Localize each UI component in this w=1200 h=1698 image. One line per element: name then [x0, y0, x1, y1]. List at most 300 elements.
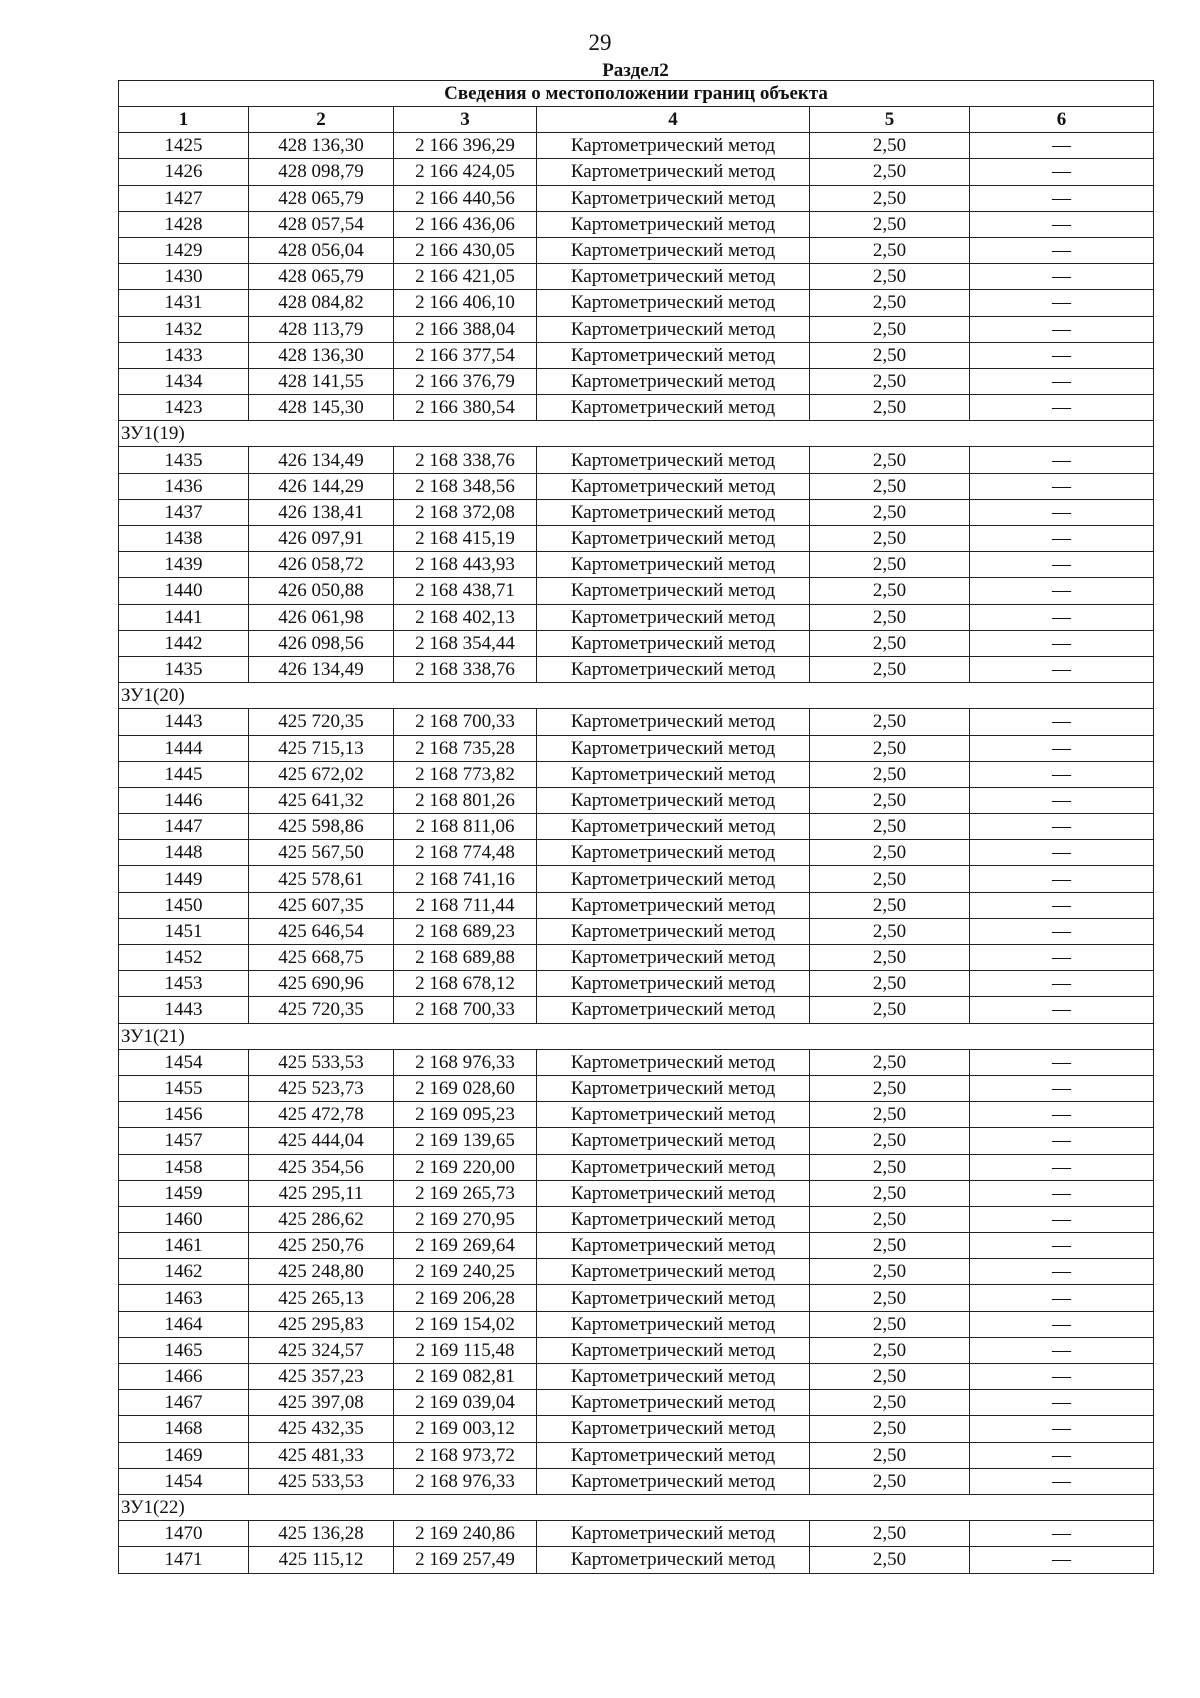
accuracy-cell: 2,50: [810, 342, 970, 368]
method-cell: Картометрический метод: [537, 368, 810, 394]
coordinate-y-cell: 2 168 973,72: [394, 1442, 537, 1468]
section-title: Раздел2: [602, 60, 669, 81]
coordinate-x-cell: 425 248,80: [249, 1259, 394, 1285]
coordinate-x-cell: 428 084,82: [249, 290, 394, 316]
table-body: [119, 133, 1154, 1573]
coordinate-x-cell: 425 567,50: [249, 840, 394, 866]
table-header-row: [119, 107, 1154, 133]
description-cell: —: [970, 787, 1154, 813]
coordinate-x-cell: 425 668,75: [249, 945, 394, 971]
coordinate-x-cell: 426 138,41: [249, 499, 394, 525]
table-row: [119, 1128, 1154, 1154]
coordinate-x-cell: 425 533,53: [249, 1468, 394, 1494]
point-number-cell: 1453: [119, 971, 249, 997]
coordinate-y-cell: 2 169 039,04: [394, 1390, 537, 1416]
description-cell: —: [970, 552, 1154, 578]
coordinate-y-cell: 2 168 700,33: [394, 709, 537, 735]
coordinate-y-cell: 2 168 700,33: [394, 997, 537, 1023]
table-row: [119, 709, 1154, 735]
group-label: ЗУ1(19): [119, 421, 1154, 447]
accuracy-cell: 2,50: [810, 264, 970, 290]
method-cell: Картометрический метод: [537, 1521, 810, 1547]
method-cell: Картометрический метод: [537, 997, 810, 1023]
coordinate-y-cell: 2 169 082,81: [394, 1364, 537, 1390]
coordinate-x-cell: 425 265,13: [249, 1285, 394, 1311]
accuracy-cell: 2,50: [810, 814, 970, 840]
coordinate-x-cell: 426 134,49: [249, 447, 394, 473]
coordinate-y-cell: 2 169 257,49: [394, 1547, 537, 1573]
accuracy-cell: 2,50: [810, 1233, 970, 1259]
accuracy-cell: 2,50: [810, 1154, 970, 1180]
table-row: [119, 1154, 1154, 1180]
method-cell: Картометрический метод: [537, 1311, 810, 1337]
coordinate-x-cell: 426 050,88: [249, 578, 394, 604]
coordinate-y-cell: 2 168 735,28: [394, 735, 537, 761]
accuracy-cell: 2,50: [810, 473, 970, 499]
accuracy-cell: 2,50: [810, 840, 970, 866]
coordinate-x-cell: 425 607,35: [249, 892, 394, 918]
column-header: 4: [537, 107, 810, 133]
method-cell: Картометрический метод: [537, 552, 810, 578]
coordinate-y-cell: 2 168 976,33: [394, 1468, 537, 1494]
table-row: [119, 997, 1154, 1023]
coordinate-y-cell: 2 169 139,65: [394, 1128, 537, 1154]
accuracy-cell: 2,50: [810, 761, 970, 787]
point-number-cell: 1462: [119, 1259, 249, 1285]
coordinate-y-cell: 2 166 396,29: [394, 133, 537, 159]
accuracy-cell: 2,50: [810, 1075, 970, 1101]
table-row: [119, 971, 1154, 997]
column-header: 6: [970, 107, 1154, 133]
table-row: [119, 526, 1154, 552]
coordinate-y-cell: 2 168 811,06: [394, 814, 537, 840]
coordinate-x-cell: 425 444,04: [249, 1128, 394, 1154]
point-number-cell: 1440: [119, 578, 249, 604]
coordinate-x-cell: 425 720,35: [249, 997, 394, 1023]
point-number-cell: 1451: [119, 918, 249, 944]
method-cell: Картометрический метод: [537, 1390, 810, 1416]
description-cell: —: [970, 1442, 1154, 1468]
coordinate-y-cell: 2 166 436,06: [394, 211, 537, 237]
method-cell: Картометрический метод: [537, 1154, 810, 1180]
coordinate-y-cell: 2 169 269,64: [394, 1233, 537, 1259]
coordinate-y-cell: 2 166 440,56: [394, 185, 537, 211]
table-row: [119, 892, 1154, 918]
coordinate-y-cell: 2 168 338,76: [394, 447, 537, 473]
coordinate-y-cell: 2 169 240,86: [394, 1521, 537, 1547]
point-number-cell: 1466: [119, 1364, 249, 1390]
method-cell: Картометрический метод: [537, 447, 810, 473]
description-cell: —: [970, 918, 1154, 944]
coordinate-x-cell: 425 715,13: [249, 735, 394, 761]
accuracy-cell: 2,50: [810, 1259, 970, 1285]
accuracy-cell: 2,50: [810, 526, 970, 552]
coordinate-x-cell: 425 286,62: [249, 1206, 394, 1232]
description-cell: —: [970, 185, 1154, 211]
description-cell: —: [970, 211, 1154, 237]
coordinate-x-cell: 425 578,61: [249, 866, 394, 892]
table-row: [119, 866, 1154, 892]
table-row: [119, 473, 1154, 499]
method-cell: Картометрический метод: [537, 656, 810, 682]
table-row: [119, 1206, 1154, 1232]
point-number-cell: 1427: [119, 185, 249, 211]
group-row: [119, 1494, 1154, 1520]
accuracy-cell: 2,50: [810, 997, 970, 1023]
method-cell: Картометрический метод: [537, 1206, 810, 1232]
coordinate-y-cell: 2 169 003,12: [394, 1416, 537, 1442]
point-number-cell: 1432: [119, 316, 249, 342]
method-cell: Картометрический метод: [537, 971, 810, 997]
accuracy-cell: 2,50: [810, 1390, 970, 1416]
table-row: [119, 761, 1154, 787]
point-number-cell: 1455: [119, 1075, 249, 1101]
point-number-cell: 1439: [119, 552, 249, 578]
table-row: [119, 604, 1154, 630]
point-number-cell: 1446: [119, 787, 249, 813]
coordinate-y-cell: 2 168 741,16: [394, 866, 537, 892]
description-cell: —: [970, 892, 1154, 918]
group-row: [119, 421, 1154, 447]
method-cell: Картометрический метод: [537, 1128, 810, 1154]
method-cell: Картометрический метод: [537, 945, 810, 971]
table-row: [119, 159, 1154, 185]
point-number-cell: 1463: [119, 1285, 249, 1311]
point-number-cell: 1449: [119, 866, 249, 892]
accuracy-cell: 2,50: [810, 1180, 970, 1206]
coordinate-y-cell: 2 168 402,13: [394, 604, 537, 630]
coordinate-y-cell: 2 169 095,23: [394, 1102, 537, 1128]
accuracy-cell: 2,50: [810, 1547, 970, 1573]
coordinate-x-cell: 426 061,98: [249, 604, 394, 630]
description-cell: —: [970, 997, 1154, 1023]
coordinate-y-cell: 2 168 689,88: [394, 945, 537, 971]
coordinate-x-cell: 425 324,57: [249, 1337, 394, 1363]
accuracy-cell: 2,50: [810, 604, 970, 630]
table-row: [119, 133, 1154, 159]
point-number-cell: 1454: [119, 1049, 249, 1075]
table-row: [119, 1259, 1154, 1285]
accuracy-cell: 2,50: [810, 447, 970, 473]
table-row: [119, 1547, 1154, 1573]
method-cell: Картометрический метод: [537, 578, 810, 604]
method-cell: Картометрический метод: [537, 1075, 810, 1101]
description-cell: —: [970, 1547, 1154, 1573]
point-number-cell: 1467: [119, 1390, 249, 1416]
coordinate-x-cell: 428 145,30: [249, 395, 394, 421]
coordinate-x-cell: 428 136,30: [249, 133, 394, 159]
coordinate-x-cell: 425 646,54: [249, 918, 394, 944]
description-cell: —: [970, 656, 1154, 682]
table-caption-row: [119, 81, 1154, 107]
coordinate-x-cell: 428 136,30: [249, 342, 394, 368]
table-row: [119, 1285, 1154, 1311]
table-row: [119, 945, 1154, 971]
point-number-cell: 1444: [119, 735, 249, 761]
point-number-cell: 1447: [119, 814, 249, 840]
table-row: [119, 1442, 1154, 1468]
point-number-cell: 1435: [119, 447, 249, 473]
accuracy-cell: 2,50: [810, 290, 970, 316]
coordinate-x-cell: 426 144,29: [249, 473, 394, 499]
coordinate-x-cell: 428 065,79: [249, 264, 394, 290]
method-cell: Картометрический метод: [537, 604, 810, 630]
point-number-cell: 1469: [119, 1442, 249, 1468]
description-cell: —: [970, 447, 1154, 473]
table-row: [119, 787, 1154, 813]
description-cell: —: [970, 945, 1154, 971]
coordinate-y-cell: 2 169 240,25: [394, 1259, 537, 1285]
description-cell: —: [970, 1285, 1154, 1311]
coordinate-x-cell: 425 481,33: [249, 1442, 394, 1468]
method-cell: Картометрический метод: [537, 342, 810, 368]
accuracy-cell: 2,50: [810, 1416, 970, 1442]
point-number-cell: 1445: [119, 761, 249, 787]
coordinate-y-cell: 2 166 376,79: [394, 368, 537, 394]
accuracy-cell: 2,50: [810, 133, 970, 159]
column-header: 3: [394, 107, 537, 133]
point-number-cell: 1464: [119, 1311, 249, 1337]
method-cell: Картометрический метод: [537, 1180, 810, 1206]
description-cell: —: [970, 342, 1154, 368]
description-cell: —: [970, 473, 1154, 499]
method-cell: Картометрический метод: [537, 1364, 810, 1390]
point-number-cell: 1426: [119, 159, 249, 185]
method-cell: Картометрический метод: [537, 395, 810, 421]
description-cell: —: [970, 709, 1154, 735]
table-row: [119, 342, 1154, 368]
page-number: 29: [588, 30, 612, 55]
coordinate-x-cell: 428 141,55: [249, 368, 394, 394]
point-number-cell: 1458: [119, 1154, 249, 1180]
table-row: [119, 185, 1154, 211]
table-row: [119, 1102, 1154, 1128]
accuracy-cell: 2,50: [810, 945, 970, 971]
method-cell: Картометрический метод: [537, 630, 810, 656]
accuracy-cell: 2,50: [810, 709, 970, 735]
description-cell: —: [970, 814, 1154, 840]
table-row: [119, 447, 1154, 473]
table-row: [119, 1468, 1154, 1494]
description-cell: —: [970, 1075, 1154, 1101]
method-cell: Картометрический метод: [537, 761, 810, 787]
table-caption: Сведения о местоположении границ объекта: [119, 81, 1154, 107]
accuracy-cell: 2,50: [810, 1337, 970, 1363]
method-cell: Картометрический метод: [537, 526, 810, 552]
accuracy-cell: 2,50: [810, 892, 970, 918]
coordinate-x-cell: 428 065,79: [249, 185, 394, 211]
accuracy-cell: 2,50: [810, 1442, 970, 1468]
table-row: [119, 840, 1154, 866]
coordinate-x-cell: 425 295,83: [249, 1311, 394, 1337]
description-cell: —: [970, 1364, 1154, 1390]
description-cell: —: [970, 735, 1154, 761]
accuracy-cell: 2,50: [810, 159, 970, 185]
table-row: [119, 211, 1154, 237]
coordinate-y-cell: 2 166 406,10: [394, 290, 537, 316]
method-cell: Картометрический метод: [537, 892, 810, 918]
coordinate-y-cell: 2 168 348,56: [394, 473, 537, 499]
coordinate-y-cell: 2 168 415,19: [394, 526, 537, 552]
accuracy-cell: 2,50: [810, 1468, 970, 1494]
point-number-cell: 1425: [119, 133, 249, 159]
method-cell: Картометрический метод: [537, 735, 810, 761]
coordinate-x-cell: 425 397,08: [249, 1390, 394, 1416]
description-cell: —: [970, 604, 1154, 630]
accuracy-cell: 2,50: [810, 578, 970, 604]
accuracy-cell: 2,50: [810, 1311, 970, 1337]
description-cell: —: [970, 499, 1154, 525]
point-number-cell: 1435: [119, 656, 249, 682]
method-cell: Картометрический метод: [537, 709, 810, 735]
table-row: [119, 264, 1154, 290]
method-cell: Картометрический метод: [537, 1337, 810, 1363]
coordinate-y-cell: 2 168 438,71: [394, 578, 537, 604]
accuracy-cell: 2,50: [810, 395, 970, 421]
coordinate-y-cell: 2 168 773,82: [394, 761, 537, 787]
accuracy-cell: 2,50: [810, 552, 970, 578]
coordinate-x-cell: 426 134,49: [249, 656, 394, 682]
description-cell: —: [970, 395, 1154, 421]
group-row: [119, 683, 1154, 709]
accuracy-cell: 2,50: [810, 1128, 970, 1154]
point-number-cell: 1434: [119, 368, 249, 394]
accuracy-cell: 2,50: [810, 630, 970, 656]
method-cell: Картометрический метод: [537, 1102, 810, 1128]
accuracy-cell: 2,50: [810, 1102, 970, 1128]
point-number-cell: 1433: [119, 342, 249, 368]
coordinate-y-cell: 2 168 774,48: [394, 840, 537, 866]
table-row: [119, 814, 1154, 840]
coordinate-y-cell: 2 169 154,02: [394, 1311, 537, 1337]
point-number-cell: 1443: [119, 709, 249, 735]
coordinate-x-cell: 425 432,35: [249, 1416, 394, 1442]
column-header: 1: [119, 107, 249, 133]
description-cell: —: [970, 264, 1154, 290]
point-number-cell: 1470: [119, 1521, 249, 1547]
description-cell: —: [970, 1102, 1154, 1128]
table-row: [119, 1180, 1154, 1206]
accuracy-cell: 2,50: [810, 211, 970, 237]
method-cell: Картометрический метод: [537, 133, 810, 159]
point-number-cell: 1430: [119, 264, 249, 290]
table-row: [119, 1416, 1154, 1442]
method-cell: Картометрический метод: [537, 1416, 810, 1442]
accuracy-cell: 2,50: [810, 368, 970, 394]
table-row: [119, 1049, 1154, 1075]
point-number-cell: 1454: [119, 1468, 249, 1494]
table-row: [119, 1521, 1154, 1547]
description-cell: —: [970, 630, 1154, 656]
accuracy-cell: 2,50: [810, 316, 970, 342]
accuracy-cell: 2,50: [810, 1049, 970, 1075]
description-cell: —: [970, 1259, 1154, 1285]
method-cell: Картометрический метод: [537, 866, 810, 892]
coordinate-y-cell: 2 169 115,48: [394, 1337, 537, 1363]
coordinate-x-cell: 425 250,76: [249, 1233, 394, 1259]
column-header: 5: [810, 107, 970, 133]
coordinate-y-cell: 2 166 430,05: [394, 237, 537, 263]
table-row: [119, 1337, 1154, 1363]
point-number-cell: 1437: [119, 499, 249, 525]
coordinate-y-cell: 2 168 689,23: [394, 918, 537, 944]
method-cell: Картометрический метод: [537, 499, 810, 525]
method-cell: Картометрический метод: [537, 787, 810, 813]
accuracy-cell: 2,50: [810, 787, 970, 813]
point-number-cell: 1456: [119, 1102, 249, 1128]
point-number-cell: 1450: [119, 892, 249, 918]
group-label: ЗУ1(21): [119, 1023, 1154, 1049]
method-cell: Картометрический метод: [537, 185, 810, 211]
coordinates-table: [118, 80, 1154, 1574]
table-row: [119, 1364, 1154, 1390]
accuracy-cell: 2,50: [810, 1285, 970, 1311]
point-number-cell: 1457: [119, 1128, 249, 1154]
accuracy-cell: 2,50: [810, 499, 970, 525]
description-cell: —: [970, 1521, 1154, 1547]
method-cell: Картометрический метод: [537, 1442, 810, 1468]
coordinate-y-cell: 2 168 338,76: [394, 656, 537, 682]
column-header: 2: [249, 107, 394, 133]
coordinate-x-cell: 425 641,32: [249, 787, 394, 813]
coordinate-y-cell: 2 166 377,54: [394, 342, 537, 368]
point-number-cell: 1465: [119, 1337, 249, 1363]
point-number-cell: 1460: [119, 1206, 249, 1232]
coordinate-y-cell: 2 168 801,26: [394, 787, 537, 813]
method-cell: Картометрический метод: [537, 316, 810, 342]
accuracy-cell: 2,50: [810, 735, 970, 761]
table-row: [119, 316, 1154, 342]
coordinate-y-cell: 2 169 270,95: [394, 1206, 537, 1232]
coordinate-y-cell: 2 168 678,12: [394, 971, 537, 997]
accuracy-cell: 2,50: [810, 1364, 970, 1390]
coordinate-x-cell: 425 720,35: [249, 709, 394, 735]
table-row: [119, 1233, 1154, 1259]
table-row: [119, 630, 1154, 656]
table-row: [119, 918, 1154, 944]
coordinate-y-cell: 2 169 028,60: [394, 1075, 537, 1101]
point-number-cell: 1429: [119, 237, 249, 263]
coordinate-y-cell: 2 169 265,73: [394, 1180, 537, 1206]
method-cell: Картометрический метод: [537, 1049, 810, 1075]
coordinate-y-cell: 2 168 443,93: [394, 552, 537, 578]
description-cell: —: [970, 971, 1154, 997]
coordinate-x-cell: 425 136,28: [249, 1521, 394, 1547]
method-cell: Картометрический метод: [537, 211, 810, 237]
point-number-cell: 1448: [119, 840, 249, 866]
method-cell: Картометрический метод: [537, 264, 810, 290]
description-cell: —: [970, 316, 1154, 342]
table-row: [119, 578, 1154, 604]
group-label: ЗУ1(20): [119, 683, 1154, 709]
table-row: [119, 395, 1154, 421]
description-cell: —: [970, 290, 1154, 316]
table-row: [119, 1075, 1154, 1101]
coordinate-x-cell: 425 690,96: [249, 971, 394, 997]
method-cell: Картометрический метод: [537, 1547, 810, 1573]
method-cell: Картометрический метод: [537, 840, 810, 866]
coordinate-x-cell: 428 113,79: [249, 316, 394, 342]
coordinate-x-cell: 425 672,02: [249, 761, 394, 787]
accuracy-cell: 2,50: [810, 185, 970, 211]
coordinate-x-cell: 428 056,04: [249, 237, 394, 263]
description-cell: —: [970, 866, 1154, 892]
coordinate-x-cell: 425 115,12: [249, 1547, 394, 1573]
description-cell: —: [970, 237, 1154, 263]
method-cell: Картометрический метод: [537, 159, 810, 185]
accuracy-cell: 2,50: [810, 971, 970, 997]
point-number-cell: 1459: [119, 1180, 249, 1206]
